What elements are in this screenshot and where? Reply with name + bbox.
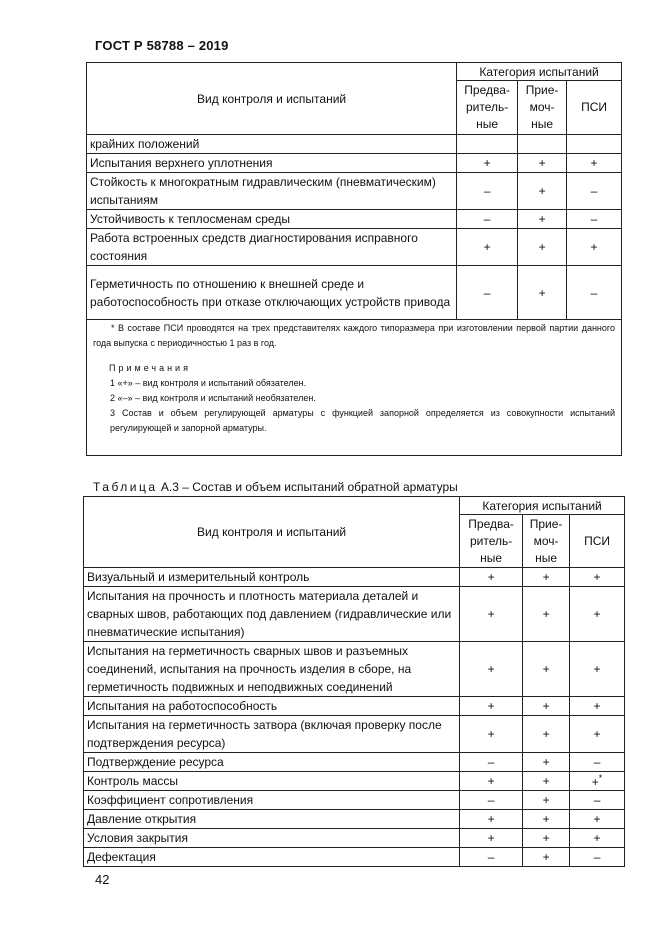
table-caption: Таблица А.3 – Состав и объем испытаний обратной арматуры [93, 480, 458, 494]
column-header-test-type: Вид контроля и испытаний [84, 497, 460, 568]
column-header-preliminary: Предва- ритель- ные [460, 515, 523, 568]
column-header-test-type: Вид контроля и испытаний [87, 63, 457, 135]
column-header-psi: ПСИ [567, 81, 622, 135]
column-header-acceptance: Прие- моч- ные [523, 515, 570, 568]
column-header-preliminary: Предва- ритель- ные [457, 81, 518, 135]
table-row: Испытания на герметичность затвора (включая проверку после подтверждения ресурса) + + + [84, 716, 625, 753]
table-row: крайних положений [87, 135, 622, 154]
table-row: Испытания верхнего уплотнения + + + [87, 154, 622, 173]
column-header-psi: ПСИ [570, 515, 625, 568]
table-row: Подтверждение ресурса – + – [84, 753, 625, 772]
column-header-category: Категория испытаний [460, 497, 625, 515]
test-table-continued [86, 62, 622, 456]
table-row: Испытания на герметичность сварных швов и разъемных соединений, испытания на прочность изделия в сборе, на герметичность подвижных и неподвижных соединений + + + [84, 642, 625, 697]
note-item: 3 Состав и объем регулирующей арматуры с функцией запорной определяется из совокупности испытаний регулирующей и запорной арматуры. [110, 408, 615, 433]
table-row: Устойчивость к теплосменам среды – + – [87, 210, 622, 229]
column-header-category: Категория испытаний [457, 63, 622, 81]
check-valve-test-table [83, 496, 625, 867]
table-row: Работа встроенных средств диагностирования исправного состояния + + + [87, 229, 622, 266]
table-row: Условия закрытия + + + [84, 829, 625, 848]
footnote-marker: * [598, 773, 603, 783]
table-notes [87, 320, 622, 456]
footnote: * В составе ПСИ проводятся на трех представителях каждого типоразмера при изготовлении первой партии данного года выпуска с периодичностью 1 раз в год. [93, 323, 615, 348]
page-number: 42 [95, 872, 110, 887]
note-item: 1 «+» – вид контроля и испытаний обязателен. [110, 378, 307, 388]
table-row: Давление открытия + + + [84, 810, 625, 829]
document-header: ГОСТ Р 58788 – 2019 [95, 38, 229, 53]
notes-title: Примечания [109, 363, 191, 373]
column-header-acceptance: Прие- моч- ные [518, 81, 567, 135]
table-row: Коэффициент сопротивления – + – [84, 791, 625, 810]
table-row: Герметичность по отношению к внешней среде и работоспособность при отказе отключающих устройств привода – + – [87, 266, 622, 320]
table-row: Испытания на работоспособность + + + [84, 697, 625, 716]
table-row: Дефектация – + – [84, 848, 625, 867]
table-row: Контроль массы + + +* [84, 772, 625, 791]
table-row: Испытания на прочность и плотность материала деталей и сварных швов, работающих под давлением (гидравлические или пневматические испытания) + + + [84, 587, 625, 642]
table-row: Стойкость к многократным гидравлическим (пневматическим) испытаниям – + – [87, 173, 622, 210]
note-item: 2 «–» – вид контроля и испытаний необязателен. [110, 393, 316, 403]
table-row: Визуальный и измерительный контроль + + + [84, 568, 625, 587]
